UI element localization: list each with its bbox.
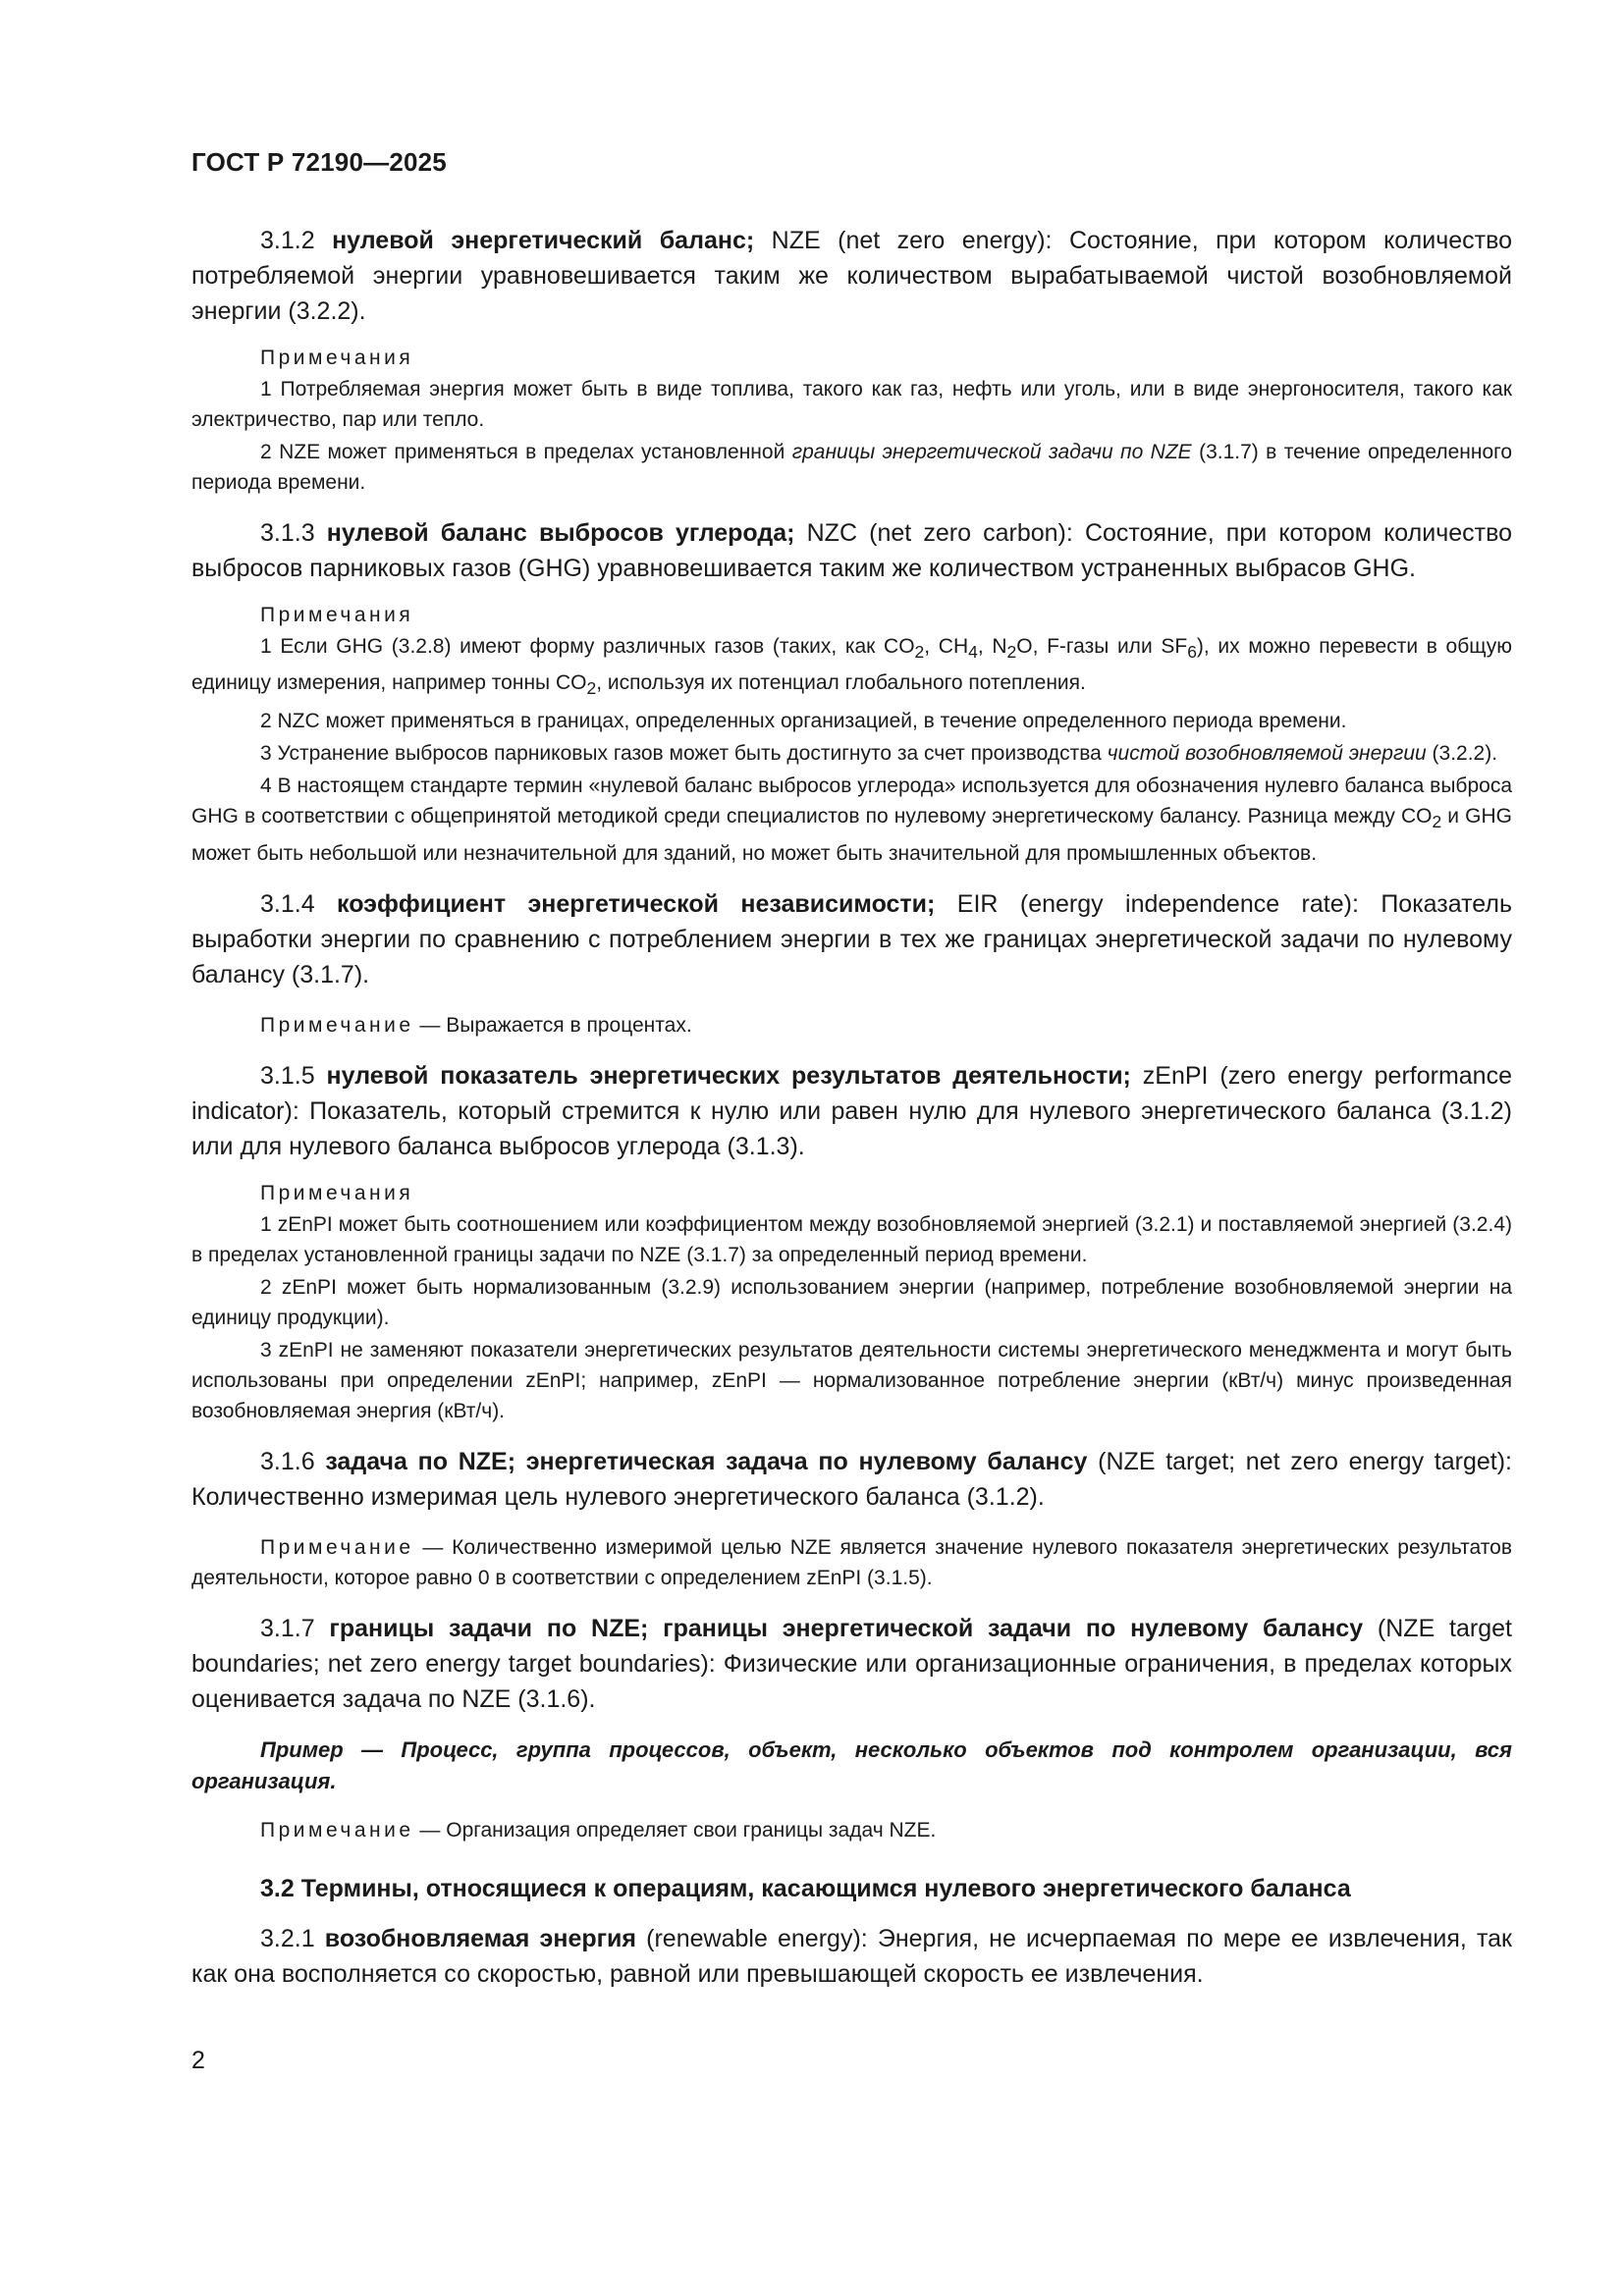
term-name: нулевой энергетический баланс;: [332, 227, 755, 254]
example: Пример — Процесс, группа процессов, объект, несколько объектов под контролем организации, вся организация.: [191, 1736, 1512, 1793]
note-1: 1 Потребляемая энергия может быть в виде топлива, такого как газ, нефть или уголь, или в виде энергоносителя, такого как электричество, пар или тепло.: [191, 378, 1512, 431]
notes-title: Примечания: [260, 347, 414, 369]
term-3-1-3: [191, 515, 1512, 586]
note-2: 2 NZC может применяться в границах, определенных организацией, в течение определенного периода времени.: [260, 710, 1347, 733]
notes-title: Примечания: [260, 604, 414, 626]
note-text: ), их можно перевести в общую единицу измерения, например тонны CO: [191, 635, 1513, 695]
note-text: — Организация определяет свои границы задач NZE.: [413, 1818, 937, 1842]
note-text: , используя их потенциал глобального потепления.: [596, 671, 1086, 695]
note-text: (3.2.2).: [1426, 742, 1498, 766]
note-label: Примечание: [260, 1013, 414, 1037]
term-name: задача по NZE; энергетическая задача по нулевому балансу: [325, 1447, 1088, 1475]
term-number: 3.1.3: [260, 519, 315, 547]
note-3: [191, 738, 1512, 769]
term-3-1-6: [191, 1444, 1512, 1515]
note-text: O, F-газы или SF: [1016, 635, 1188, 658]
note-text: — Выражается в процентах.: [413, 1013, 692, 1037]
document-page: [191, 147, 1512, 2009]
term-name: нулевой показатель энергетических результатов деятельности;: [326, 1061, 1131, 1090]
term-3-1-5: [191, 1058, 1512, 1164]
term-number: 3.1.5: [260, 1061, 315, 1090]
note-text: 3 Устранение выбросов парниковых газов может быть достигнуто за счет производства: [260, 742, 1108, 766]
note: [191, 1010, 1512, 1041]
term-definition: (NZE target boundaries; net zero energy target boundaries): Физические или организационные ограничения, в пределах которых оценивается задача по NZE (3.1.6).: [191, 1614, 1512, 1713]
term-name: коэффициент энергетической независимости;: [337, 889, 936, 918]
document-header: ГОСТ Р 72190—2025: [191, 147, 447, 177]
subscript: 2: [586, 678, 597, 699]
note-1: [191, 631, 1512, 704]
note-2: [191, 437, 1512, 498]
note-label: Примечание: [260, 1818, 414, 1842]
term-number: 3.1.7: [260, 1614, 315, 1642]
note-text: 1 Если GHG (3.2.8) имеют форму различных газов (таких, как CO: [260, 635, 915, 658]
subscript: 6: [1187, 642, 1197, 663]
term-number: 3.1.6: [260, 1447, 315, 1475]
note: [191, 1532, 1512, 1593]
subscript: 2: [1432, 812, 1442, 832]
note-italic: границы энергетической задачи по NZE: [791, 441, 1192, 463]
term-definition: EIR (energy independence rate): Показатель выработки энергии по сравнению с потреблением энергии в тех же границах энергетической задачи по нулевому балансу (3.1.7).: [191, 889, 1512, 988]
subscript: 2: [1006, 642, 1017, 663]
note-2: 2 zEnPI может быть нормализованным (3.2.9) использованием энергии (например, потребление возобновляемой энергии на единицу продукции).: [191, 1275, 1512, 1329]
note-text: , N: [977, 635, 1007, 658]
note-label: Примечание: [260, 1535, 414, 1559]
term-name: нулевой баланс выбросов углерода;: [326, 519, 795, 547]
term-3-1-2: [191, 223, 1512, 329]
note-text: 4 В настоящем стандарте термин «нулевой баланс выбросов углерода» используется для обозначения нулевго баланса выброса GHG в соответствии с общепринятой методикой среди специалистов по нулевому энергетическому балансу. Разница между CO: [191, 774, 1512, 828]
note-4: [191, 771, 1512, 868]
section-heading: 3.2 Термины, относящиеся к операциям, касающимся нулевого энергетического баланса: [260, 1874, 1351, 1902]
term-definition: NZE (net zero energy): Состояние, при котором количество потребляемой энергии уравновешивается таким же количеством вырабатываемой чистой возобновляемой энергии (3.2.2).: [191, 227, 1512, 325]
term-number: 3.1.2: [260, 227, 315, 254]
term-definition: NZC (net zero carbon): Состояние, при котором количество выбросов парниковых газов (GHG) уравновешивается таким же количеством устраненных выбрасов GHG.: [191, 519, 1512, 582]
note-text: — Количественно измеримой целью NZE является значение нулевого показателя энергетических результатов деятельности, которое равно 0 в соответствии с определением zEnPI (3.1.5).: [191, 1535, 1512, 1589]
note-text: , CH: [924, 635, 969, 658]
term-name: возобновляемая энергия: [324, 1924, 636, 1952]
term-number: 3.1.4: [260, 889, 315, 918]
page-number: 2: [191, 2047, 205, 2074]
subscript: 4: [968, 642, 978, 663]
subscript: 2: [914, 642, 925, 663]
term-definition: zEnPI (zero energy performance indicator): Показатель, который стремится к нулю или равен нулю для нулевого энергетического баланса (3.1.2) или для нулевого баланса выбросов углерода (3.1.3).: [191, 1061, 1512, 1160]
note-1: 1 zEnPI может быть соотношением или коэффициентом между возобновляемой энергией (3.2.1) и поставляемой энергией (3.2.4) в пределах установленной границы задачи по NZE (3.1.7) за определенный период времени.: [191, 1212, 1512, 1266]
term-3-2-1: [191, 1921, 1512, 1992]
note-text: 2 NZE может применяться в пределах установленной: [260, 441, 792, 463]
term-number: 3.2.1: [260, 1924, 315, 1952]
term-3-1-4: [191, 886, 1512, 992]
note-3: 3 zEnPI не заменяют показатели энергетических результатов деятельности системы энергетического менеджмента и могут быть использованы при определении zEnPI; например, zEnPI — нормализованное потребление энергии (кВт/ч) минус произведенная возобновляемая энергия (кВт/ч).: [191, 1338, 1512, 1422]
note: [191, 1815, 1512, 1845]
term-3-1-7: [191, 1611, 1512, 1717]
term-definition: (NZE target; net zero energy target): Количественно измеримая цель нулевого энергетического баланса (3.1.2).: [191, 1447, 1512, 1511]
note-text: (3.1.7) в течение определенного периода времени.: [191, 441, 1512, 494]
note-text: и GHG может быть небольшой или незначительной для зданий, но может быть значительной для промышленных объектов.: [191, 805, 1512, 865]
note-italic: чистой возобновляемой энергии: [1107, 742, 1427, 766]
term-name: границы задачи по NZE; границы энергетической задачи по нулевому балансу: [329, 1614, 1364, 1642]
notes-title: Примечания: [260, 1181, 414, 1204]
term-definition: (renewable energy): Энергия, не исчерпаемая по мере ее извлечения, так как она восполняется со скоростью, равной или превышающей скорость ее извлечения.: [191, 1924, 1512, 1988]
